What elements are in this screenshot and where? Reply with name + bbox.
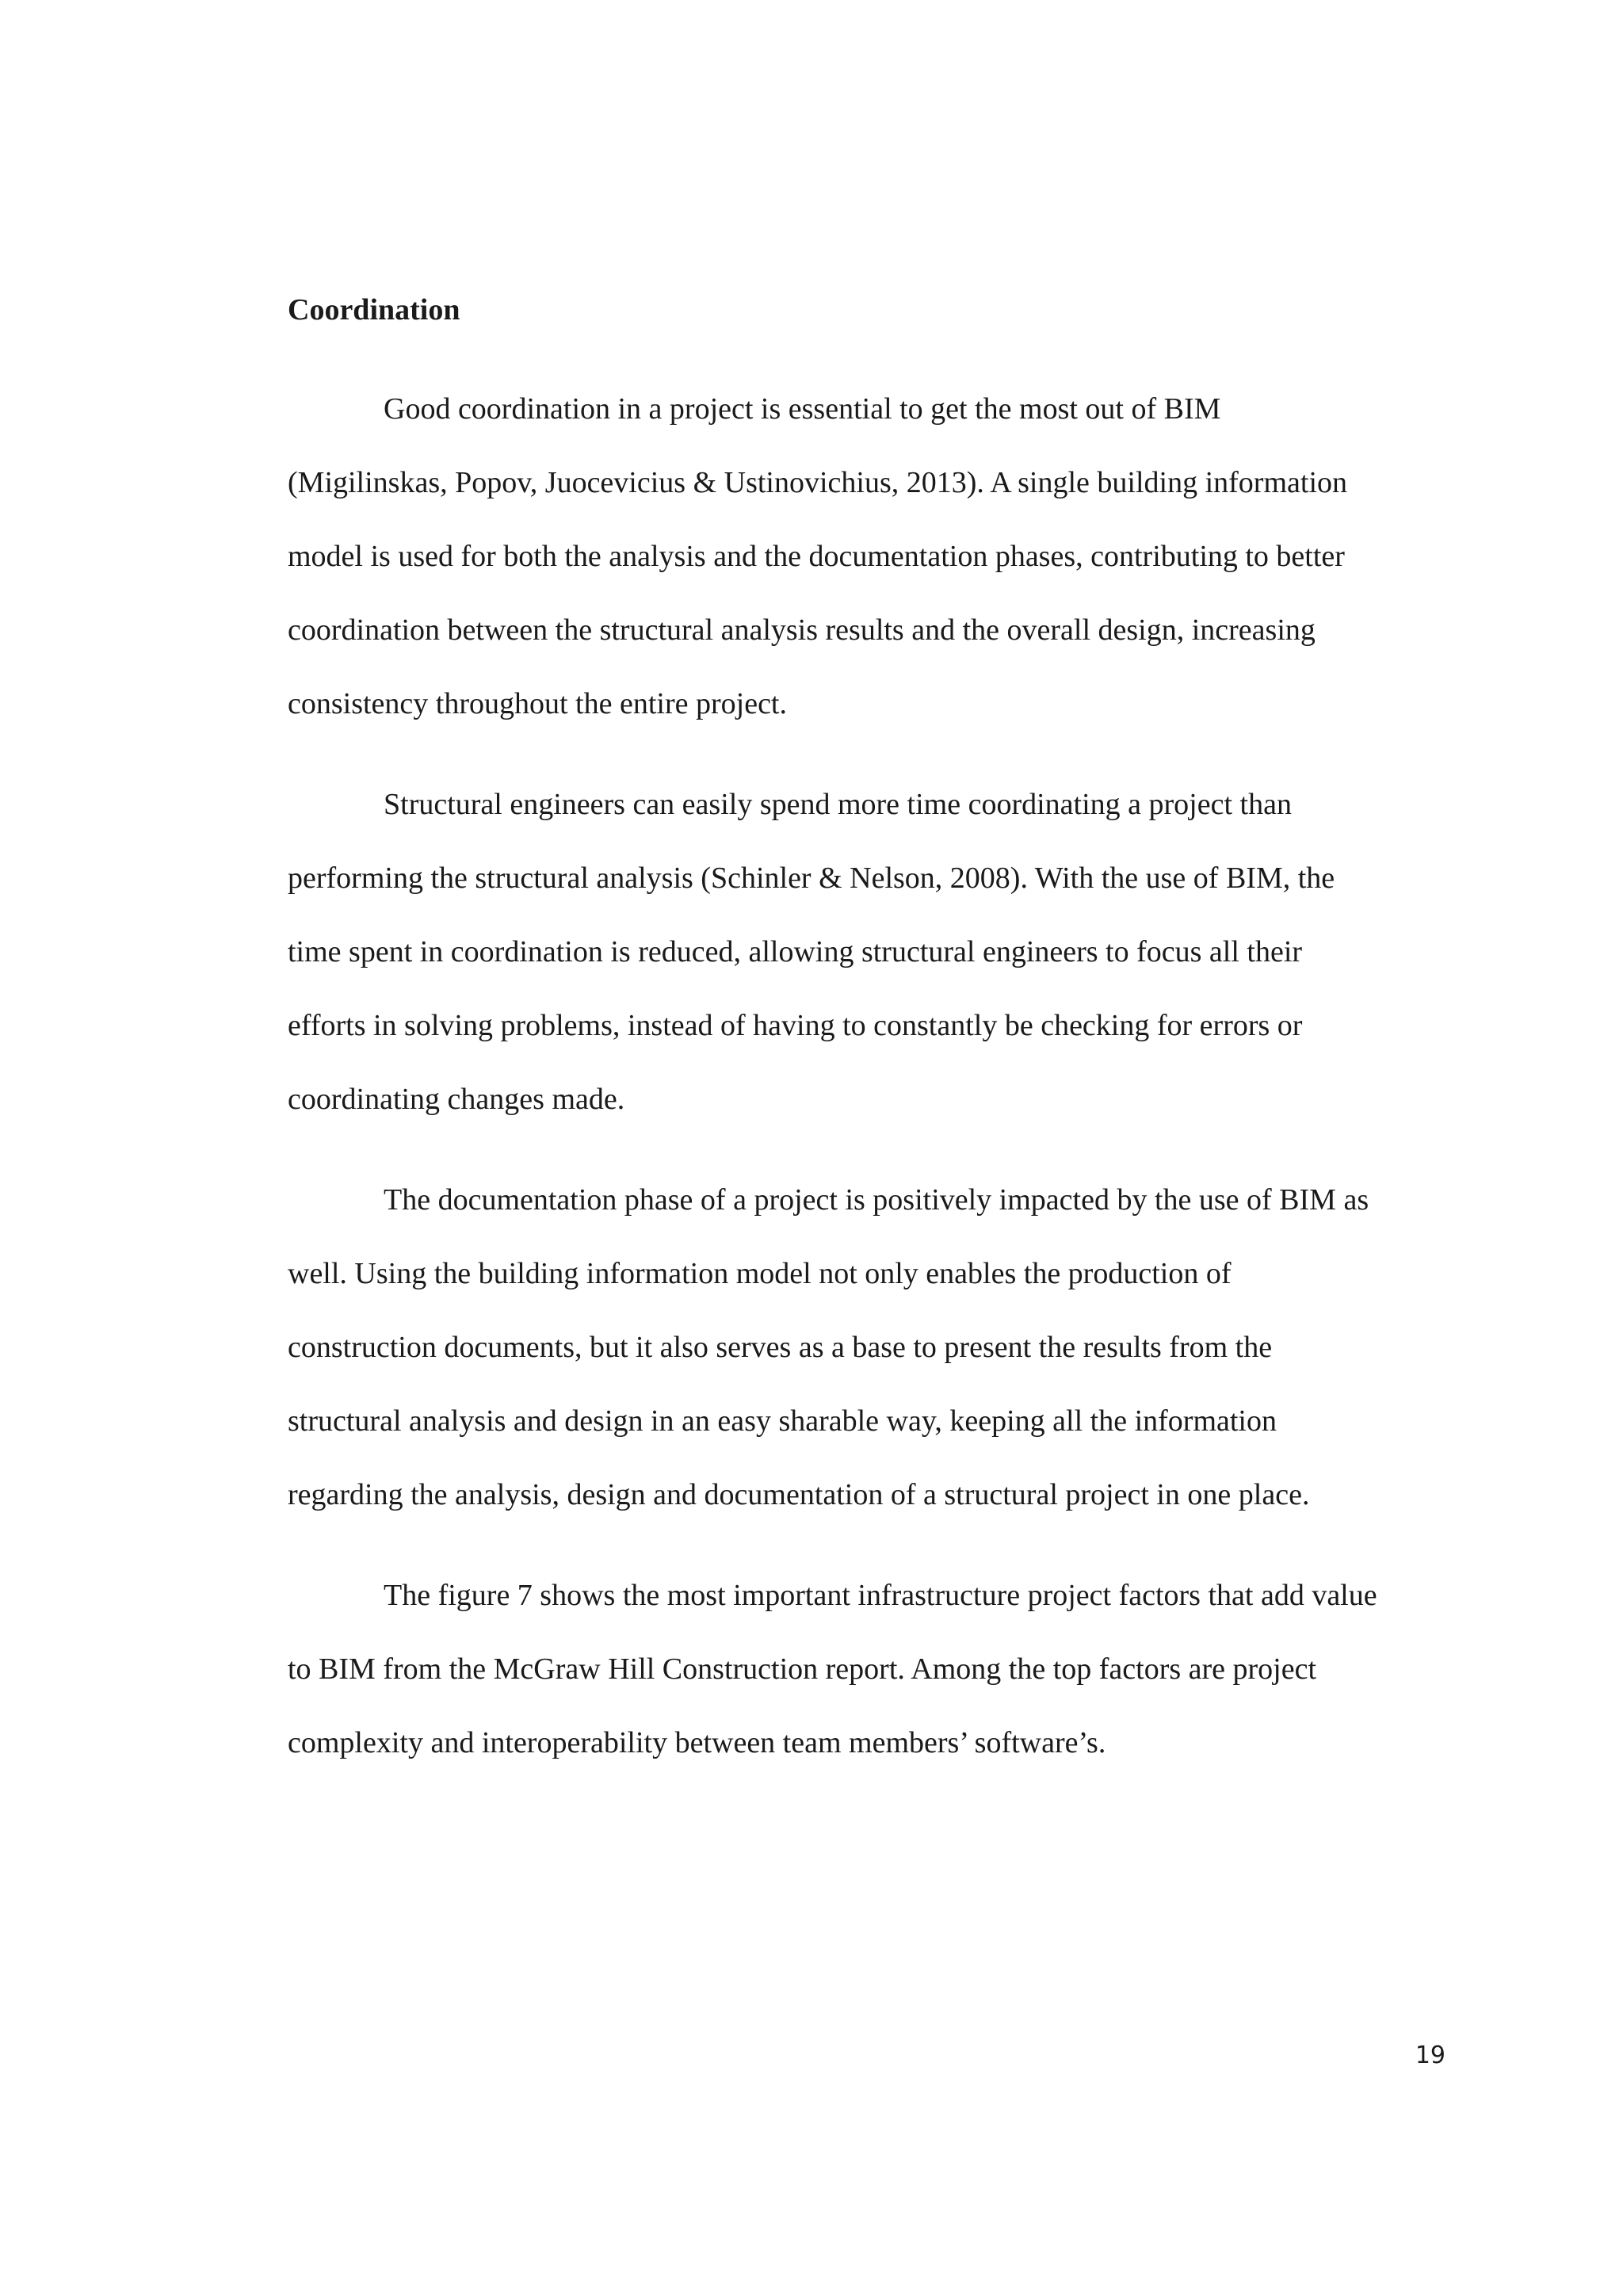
paragraph-line: Good coordination in a project is essential to get the most out of BIM: [384, 392, 1221, 426]
paragraph-line: to BIM from the McGraw Hill Construction report. Among the top factors are project: [288, 1652, 1317, 1686]
paragraph-line: model is used for both the analysis and the documentation phases, contributing to better: [288, 540, 1345, 573]
paragraph-line: consistency throughout the entire project.: [288, 687, 787, 720]
paragraph-2: [288, 768, 1445, 1137]
paragraph-line: time spent in coordination is reduced, allowing structural engineers to focus all their: [288, 935, 1303, 968]
paragraph-line: structural analysis and design in an easy sharable way, keeping all the information: [288, 1404, 1277, 1438]
paragraph-line: The documentation phase of a project is positively impacted by the use of BIM as: [384, 1183, 1369, 1217]
section-heading: Coordination: [288, 293, 460, 327]
paragraph-line: coordination between the structural analysis results and the overall design, increasing: [288, 613, 1316, 647]
page-number: 19: [1415, 2042, 1445, 2069]
paragraph-line: Structural engineers can easily spend more time coordinating a project than: [384, 788, 1292, 821]
paragraph-line: performing the structural analysis (Schinler & Nelson, 2008). With the use of BIM, the: [288, 861, 1335, 895]
paragraph-1: [288, 372, 1445, 741]
paragraph-line: efforts in solving problems, instead of having to constantly be checking for errors or: [288, 1009, 1303, 1042]
paragraph-line: complexity and interoperability between team members’ software’s.: [288, 1726, 1106, 1759]
paragraph-line: well. Using the building information model not only enables the production of: [288, 1257, 1232, 1290]
page-content: [288, 273, 1445, 1807]
paragraph-line: construction documents, but it also serves as a base to present the results from the: [288, 1331, 1273, 1364]
paragraph-line: The figure 7 shows the most important infrastructure project factors that add value: [384, 1579, 1377, 1612]
paragraph-4: [288, 1559, 1445, 1780]
paragraph-3: [288, 1163, 1445, 1532]
paragraph-line: regarding the analysis, design and documentation of a structural project in one place.: [288, 1478, 1310, 1511]
paragraph-line: (Migilinskas, Popov, Juocevicius & Ustinovichius, 2013). A single building information: [288, 466, 1347, 499]
paragraph-line: coordinating changes made.: [288, 1083, 625, 1116]
